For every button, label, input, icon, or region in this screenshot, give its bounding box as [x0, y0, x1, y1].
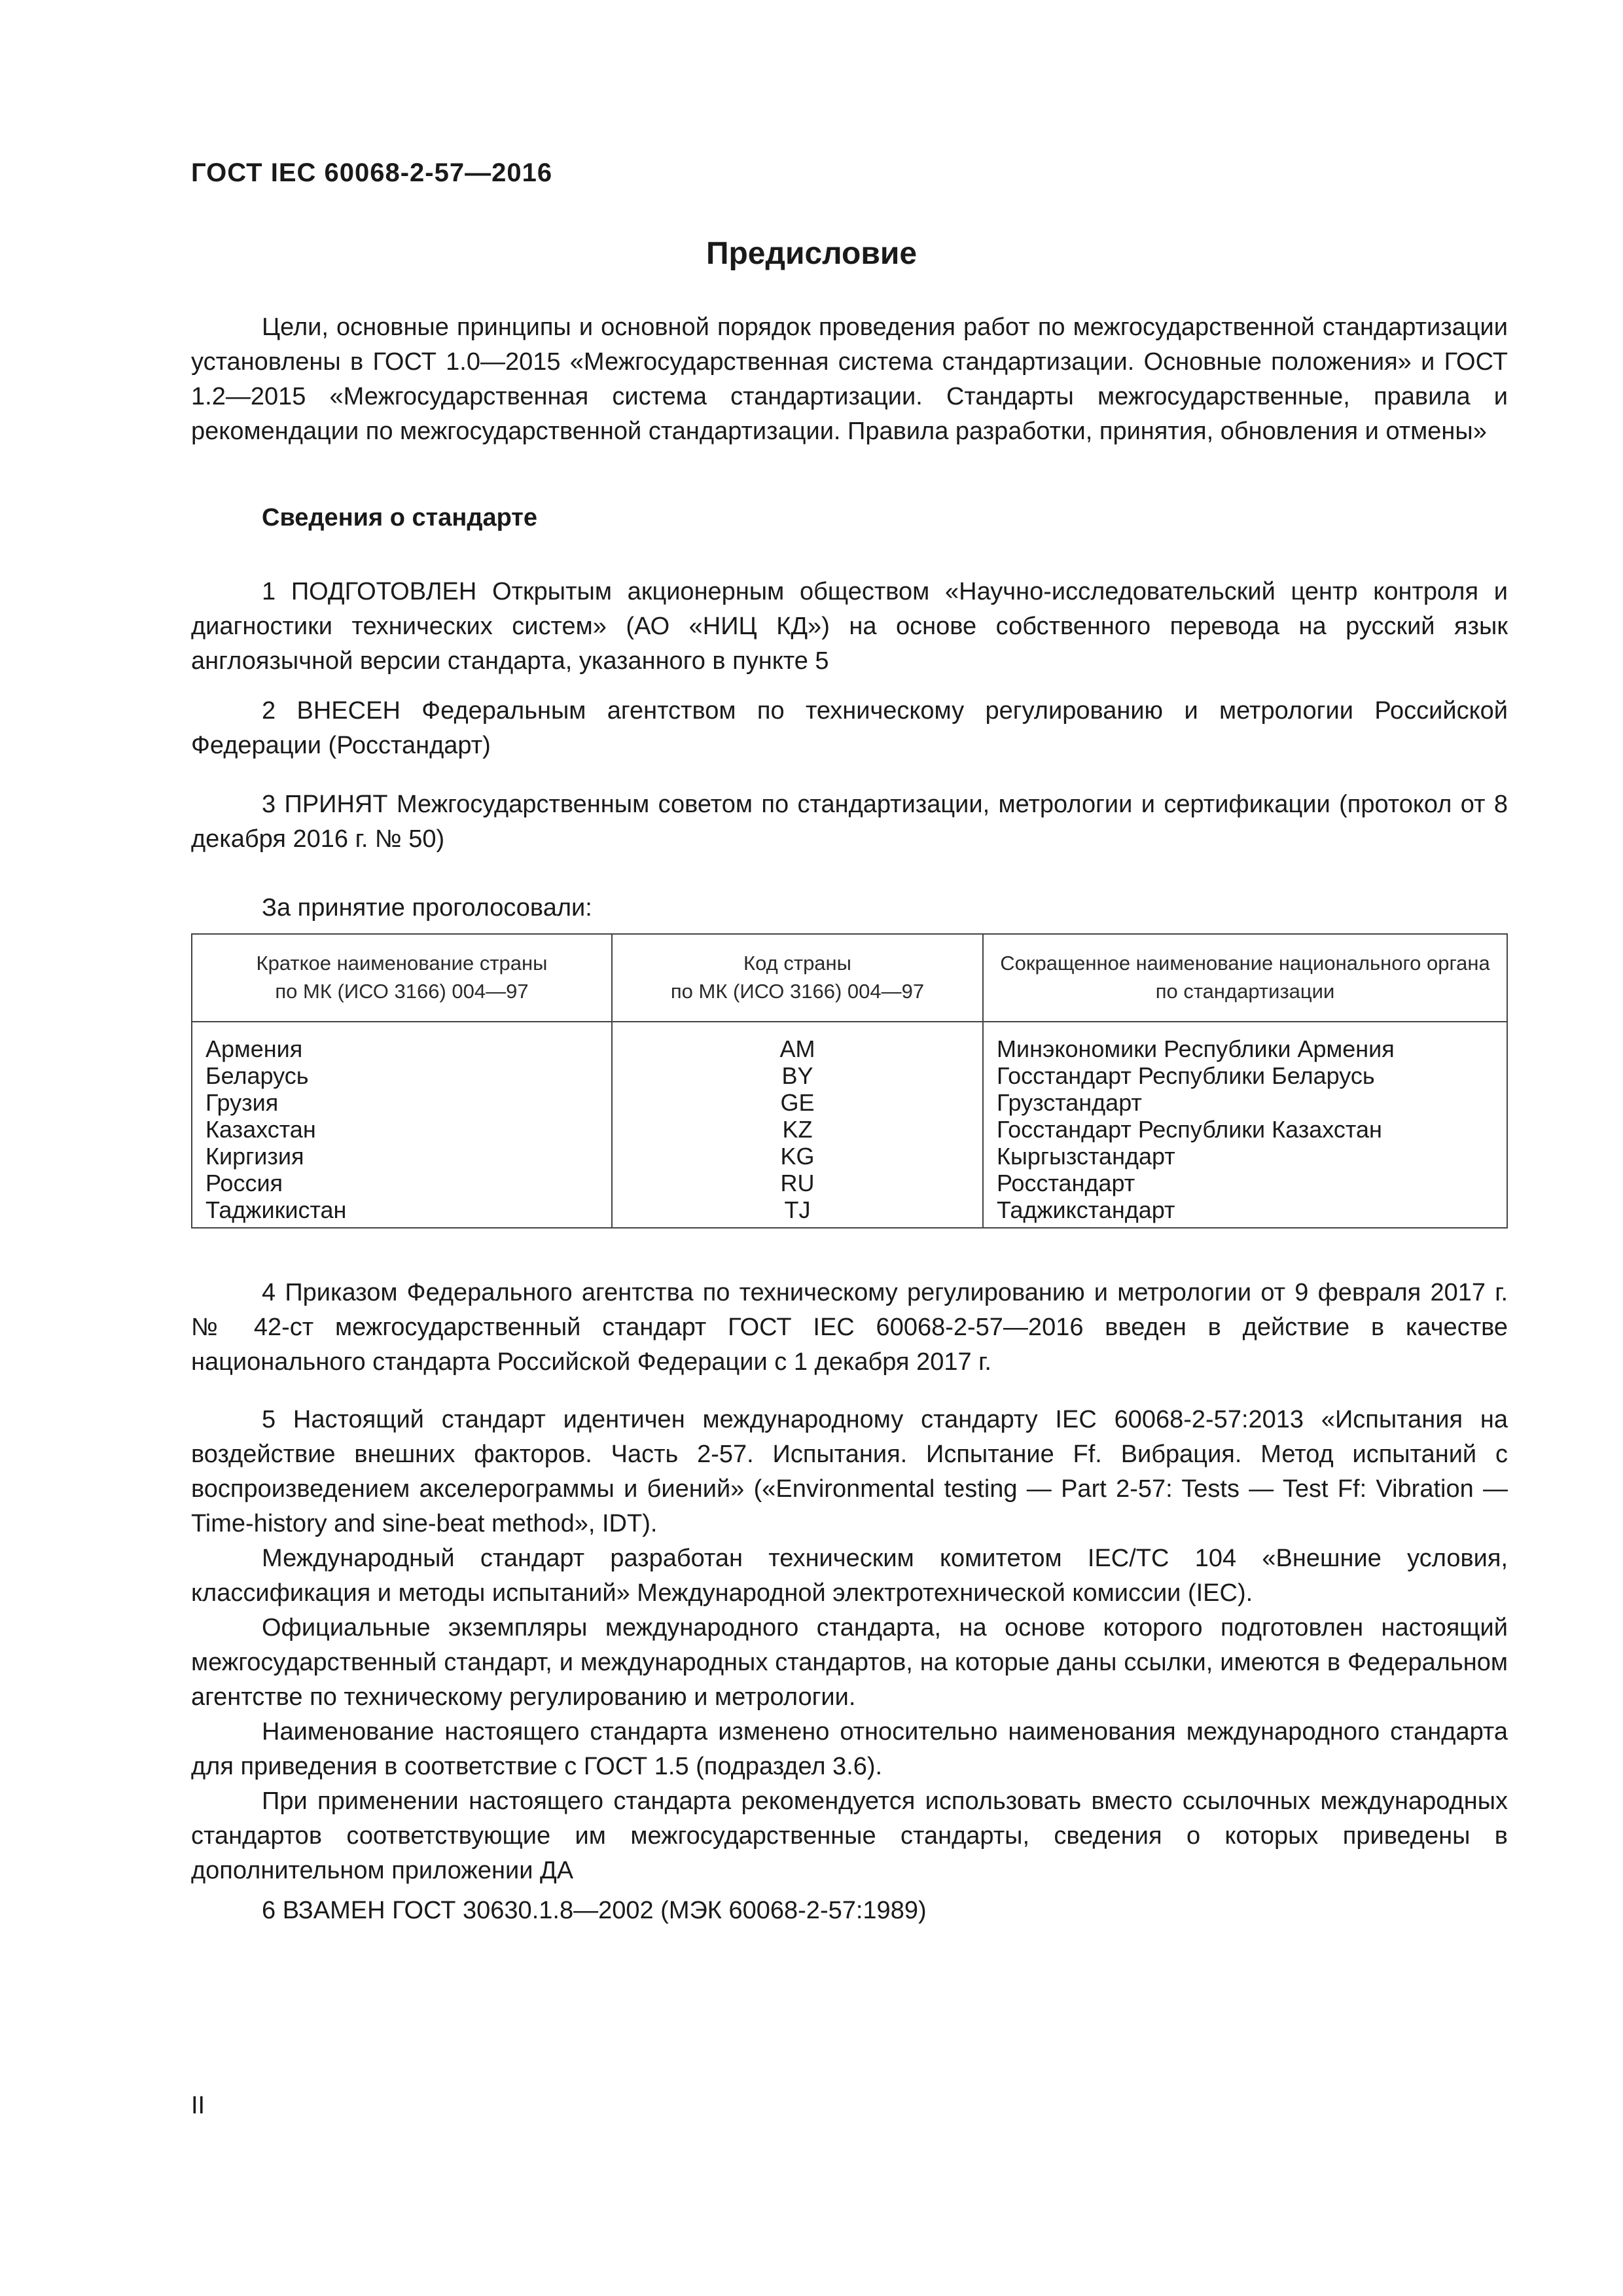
table-header-code — [612, 934, 983, 1022]
national-body: Госстандарт Республики Беларусь — [983, 1062, 1507, 1089]
table-row — [192, 1089, 1507, 1116]
country-code: KZ — [612, 1116, 983, 1143]
section-heading: Сведения о стандарте — [262, 504, 538, 531]
intro-block — [191, 310, 1508, 449]
item-2-paragraph: 2 ВНЕСЕН Федеральным агентством по техническому регулированию и метрологии Российской Федерации (Росстандарт) — [191, 697, 1508, 759]
item-4-paragraph: 4 Приказом Федерального агентства по техническому регулированию и метрологии от 9 февраля 2017 г. № 42-ст межгосударственный стандарт ГОСТ IEC 60068-2-57—2016 введен в действие в качестве национального стандарта Российской Федерации с 1 декабря 2017 г. — [191, 1279, 1508, 1376]
country-name: Киргизия — [192, 1143, 612, 1170]
national-body: Госстандарт Республики Казахстан — [983, 1116, 1507, 1143]
table-row — [192, 1196, 1507, 1228]
country-name: Армения — [192, 1022, 612, 1062]
vote-intro: За принятие проголосовали: — [262, 894, 592, 922]
header-body-line-1: Сокращенное наименование национального органа — [1000, 952, 1490, 975]
header-body-line-2: по стандартизации — [1155, 980, 1335, 1003]
country-code: AM — [612, 1022, 983, 1062]
item-6-block — [191, 1893, 1508, 1928]
page-title: Предисловие — [705, 236, 918, 271]
country-name: Россия — [192, 1170, 612, 1196]
table-row — [192, 1116, 1507, 1143]
national-body: Грузстандарт — [983, 1089, 1507, 1116]
table-header-country — [192, 934, 612, 1022]
country-name: Грузия — [192, 1089, 612, 1116]
table-row — [192, 1062, 1507, 1089]
national-body: Минэкономики Республики Армения — [983, 1022, 1507, 1062]
national-body: Росстандарт — [983, 1170, 1507, 1196]
country-code: TJ — [612, 1196, 983, 1228]
item-1-block — [191, 575, 1508, 679]
country-code: KG — [612, 1143, 983, 1170]
item-3-paragraph: 3 ПРИНЯТ Межгосударственным советом по стандартизации, метрологии и сертификации (протокол от 8 декабря 2016 г. № 50) — [191, 791, 1508, 853]
header-country-line-2: по МК (ИСО 3166) 004—97 — [275, 980, 529, 1003]
table-header-row — [192, 934, 1507, 1022]
item-4-block — [191, 1276, 1508, 1380]
page-number: II — [191, 2092, 205, 2119]
item-5-references-paragraph: При применении настоящего стандарта рекомендуется использовать вместо ссылочных международных стандартов соответствующие им межгосударственные стандарты, сведения о которых приведены в дополнительном приложении ДА — [191, 1787, 1508, 1884]
header-code-line-1: Код страны — [743, 952, 851, 975]
header-country-line-1: Краткое наименование страны — [256, 952, 548, 975]
item-1-paragraph: 1 ПОДГОТОВЛЕН Открытым акционерным обществом «Научно-исследовательский центр контроля и диагностики технических систем» (АО «НИЦ КД») на основе собственного перевода на русский язык англоязычной версии стандарта, указанного в пункте 5 — [191, 578, 1508, 675]
item-3-block — [191, 787, 1508, 857]
item-6-paragraph: 6 ВЗАМЕН ГОСТ 30630.1.8—2002 (МЭК 60068-2-57:1989) — [262, 1897, 927, 1924]
table-row — [192, 1170, 1507, 1196]
country-code: BY — [612, 1062, 983, 1089]
item-5-paragraph: 5 Настоящий стандарт идентичен международному стандарту IEC 60068-2-57:2013 «Испытания на воздействие внешних факторов. Часть 2-57. Испытания. Испытание Ff. Вибрация. Метод испытаний с воспроизведением акселерограммы и биений» («Environmental testing — Part 2-57: Tests — Test Ff: Vibration — Time-history and sine-beat method», IDT). — [191, 1406, 1508, 1537]
country-name: Казахстан — [192, 1116, 612, 1143]
country-code: RU — [612, 1170, 983, 1196]
item-2-block — [191, 694, 1508, 763]
item-5-block — [191, 1403, 1508, 1888]
table-row — [192, 1022, 1507, 1062]
item-5-copies-paragraph: Официальные экземпляры международного стандарта, на основе которого подготовлен настоящий межгосударственный стандарт, и международных стандартов, на которые даны ссылки, имеются в Федеральном агентстве по техническому регулированию и метрологии. — [191, 1614, 1508, 1711]
table-row — [192, 1143, 1507, 1170]
document-code: ГОСТ IEC 60068-2-57—2016 — [191, 158, 553, 187]
country-code: GE — [612, 1089, 983, 1116]
item-5-committee-paragraph: Международный стандарт разработан техническим комитетом IEC/TC 104 «Внешние условия, классификация и методы испытаний» Международной электротехнической комиссии (IEC). — [191, 1545, 1508, 1607]
item-5-name-change-paragraph: Наименование настоящего стандарта изменено относительно наименования международного стандарта для приведения в соответствие с ГОСТ 1.5 (подраздел 3.6). — [191, 1718, 1508, 1780]
header-code-line-2: по МК (ИСО 3166) 004—97 — [670, 980, 925, 1003]
national-body: Кыргызстандарт — [983, 1143, 1507, 1170]
member-states-table — [191, 933, 1508, 1229]
table-header-body — [983, 934, 1507, 1022]
country-name: Таджикистан — [192, 1196, 612, 1228]
country-name: Беларусь — [192, 1062, 612, 1089]
national-body: Таджикстандарт — [983, 1196, 1507, 1228]
intro-paragraph: Цели, основные принципы и основной порядок проведения работ по межгосударственной стандартизации установлены в ГОСТ 1.0—2015 «Межгосударственная система стандартизации. Основные положения» и ГОСТ 1.2—2015 «Межгосударственная система стандартизации. Стандарты межгосударственные, правила и рекомендации по межгосударственной стандартизации. Правила разработки, принятия, обновления и отмены» — [191, 314, 1508, 445]
